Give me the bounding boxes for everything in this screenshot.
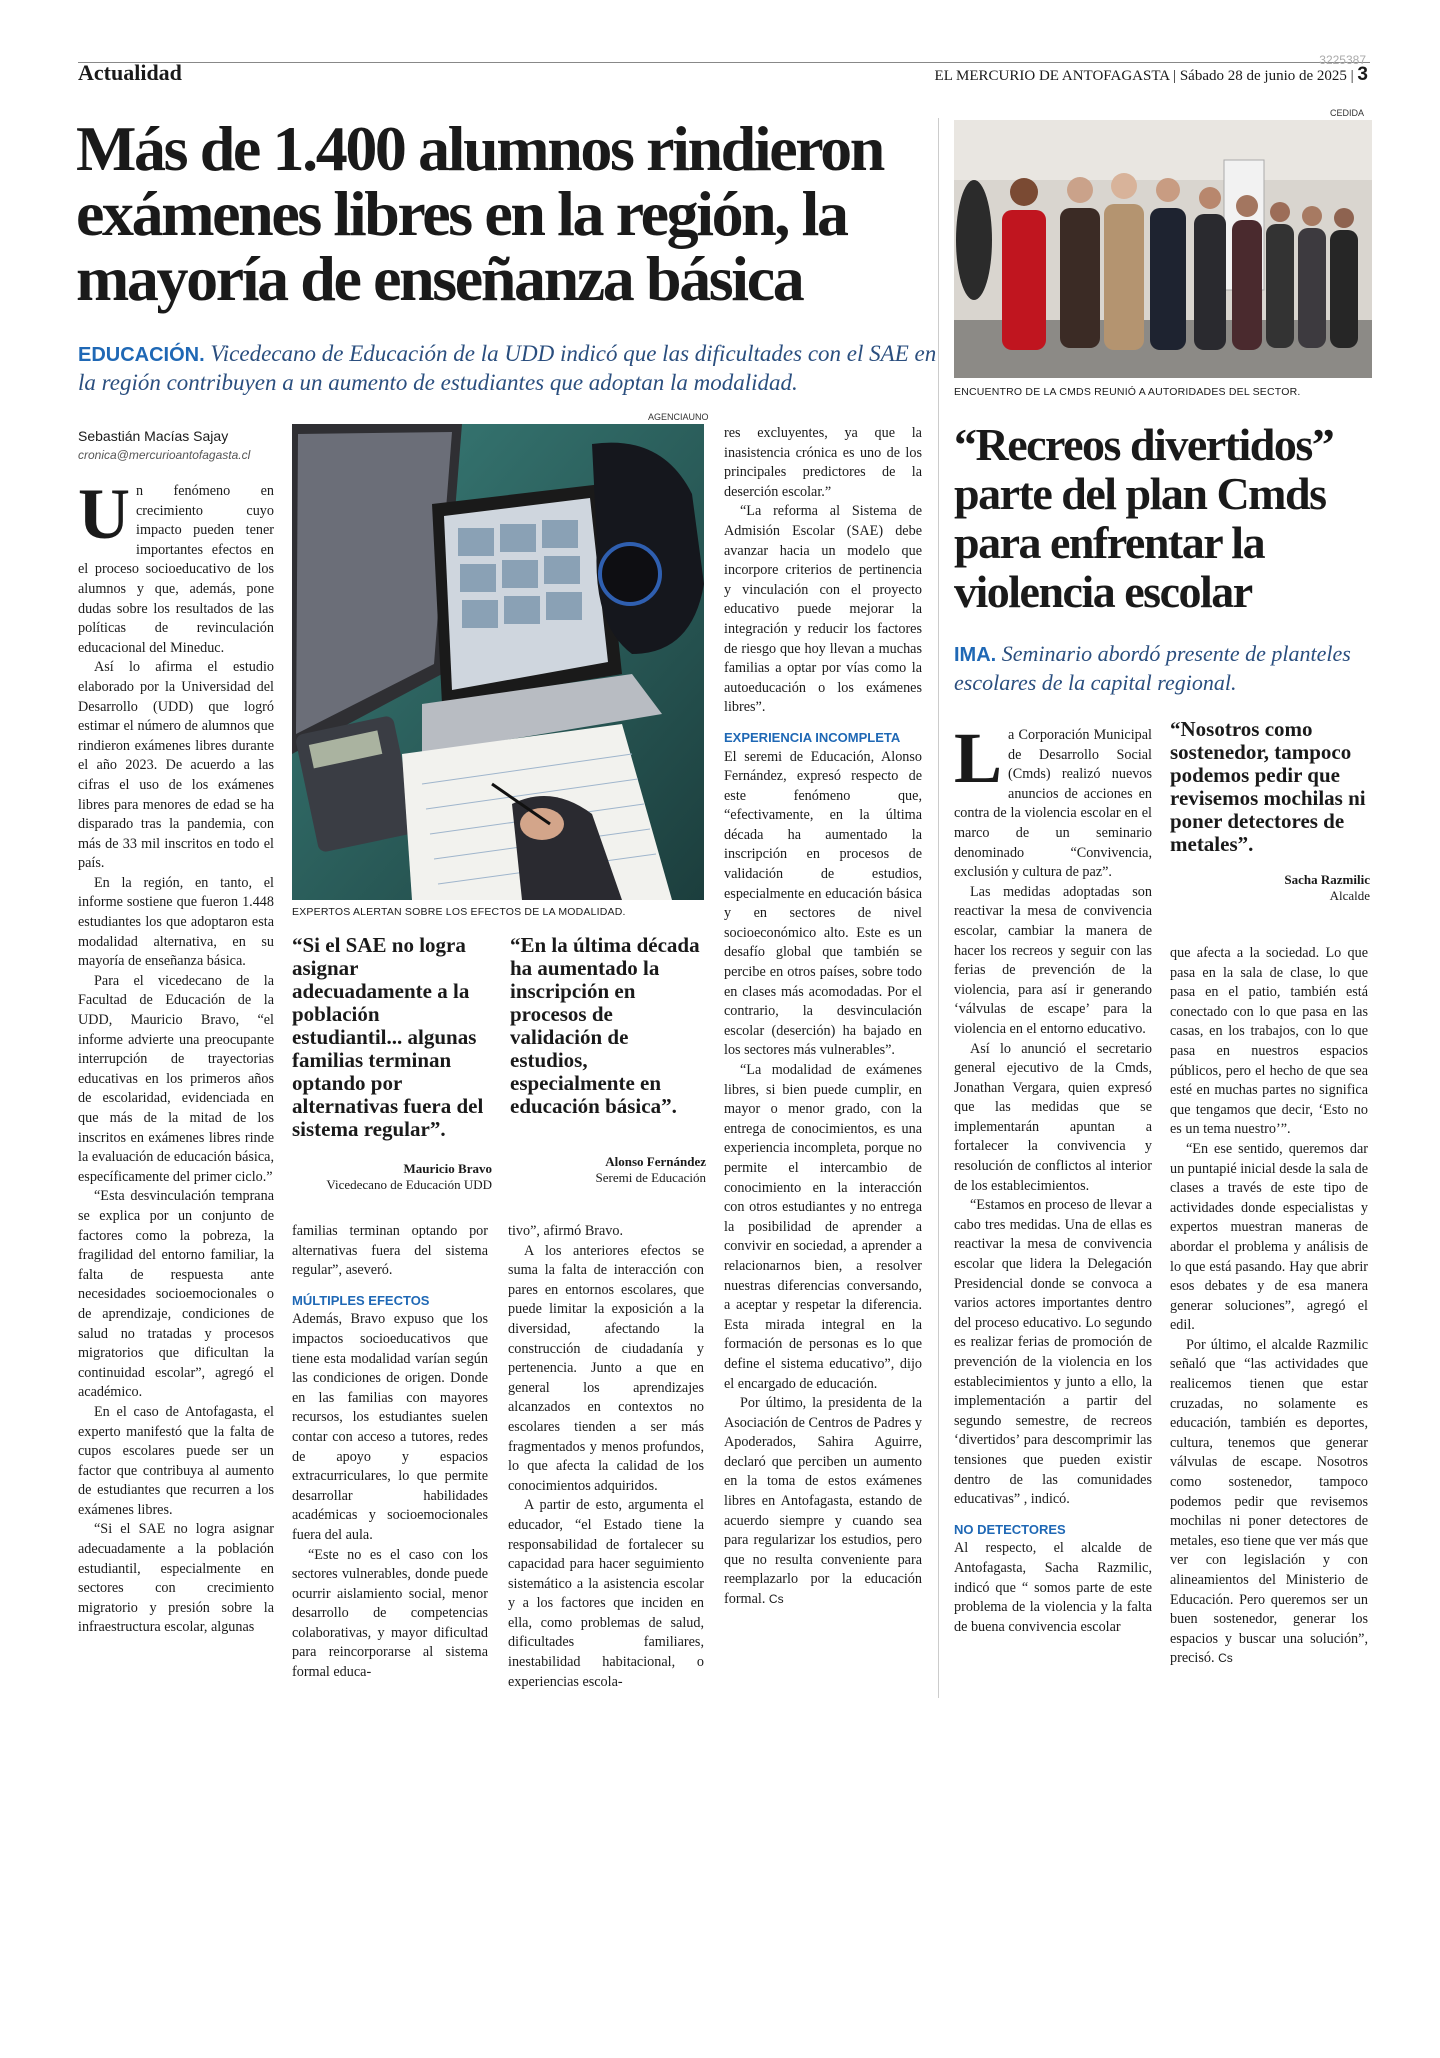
- author-name: Sebastián Macías Sajay: [78, 428, 229, 444]
- drop-cap: U: [78, 482, 130, 554]
- side-deck-text: Seminario abordó presente de planteles escolares de la capital regional.: [954, 641, 1351, 695]
- paragraph: A partir de esto, argumenta el educador, “el Estado tiene la responsabilidad de fortalecer su capacidad para hacer seguimiento sistemático a la asistencia escolar y a los factores que inciden en ella, como problemas de salud, dificultades familiares, inestabilidad habitacional, o experiencias escola-: [508, 1497, 704, 1690]
- main-deck: [78, 340, 938, 397]
- side-headline: “Recreos divertidos” parte del plan Cmds para enfrentar la violencia escolar: [954, 419, 1334, 617]
- students-laptop-photo: [292, 424, 704, 900]
- paragraph: “Estamos en proceso de llevar a cabo tres medidas. Una de ellas es reactivar la mesa de convivencia escolar que lidera la Delegación Presidencial donde se convoca a varios actores importantes dentro del proceso educativo. Lo segundo es realizar ferias de promoción de prevención de la violencia en los establecimientos y junto a ello, la implementación a partir del segundo semestre, de recreos ‘divertidos’ para descomprimir las tensiones que pueden existir dentro de las comunidades educativas” , indicó.: [954, 1197, 1152, 1508]
- paragraph: que afecta a la sociedad. Lo que pasa en la sala de clase, lo que pasa en el patio, también está conectado con lo que pasa en las casas, en los trabajos, con lo que pasa en nuestros espacios públicos, pero el hecho de que sea esté en muchas partes no significa que tengamos que decir, ‘Esto no es un tema nuestro’”.: [1170, 945, 1368, 1138]
- pull-quote-fernandez: [510, 934, 706, 1186]
- quote-role: Seremi de Educación: [595, 1170, 706, 1185]
- quote-author: Mauricio Bravo: [403, 1161, 492, 1176]
- paragraph: Por último, el alcalde Razmilic señaló que “las actividades que realicemos tienen que estar cruzadas, no solamente es educación, también es deportes, cultura, tenemos que generar válvulas de escape. Nosotros como sostenedor, tampoco podemos pedir que revisemos mochilas ni poner detectores de metales, eso tiene que ver más que ver con legislación y con alineamientos del Ministerio de Educación. Pero queremos ser un buen sostenedor, generar los espacios y buscar una solución”, precisó. Cs: [1170, 1336, 1368, 1667]
- paragraph: La Corporación Municipal de Desarrollo Social (Cmds) realizó nuevos anuncios de acciones en contra de la violencia escolar en el marco de un seminario denominado “Convivencia, exclusión y cultura de paz”.: [954, 726, 1152, 881]
- seminar-photo: [954, 120, 1372, 378]
- paragraph: En el caso de Antofagasta, el experto manifestó que la falta de cupos escolares puede ser un factor que contribuya al aumento de estudiantes que recurren a los exámenes libres.: [78, 1403, 274, 1518]
- main-column-4: [724, 424, 922, 1704]
- paragraph: tivo”, afirmó Bravo.: [508, 1223, 624, 1239]
- masthead: EL MERCURIO DE ANTOFAGASTA | Sábado 28 de junio de 2025 | 3: [934, 64, 1368, 85]
- side-column-2: [1170, 944, 1368, 1704]
- paragraph: Así lo anunció el secretario general ejecutivo de la Cmds, Jonathan Vergara, quien expresó que las medidas que se implementarán apuntan a fortalecer la convivencia y resolución de conflictos al interior de los establecimientos.: [954, 1040, 1152, 1194]
- quote-author: Sacha Razmilic: [1284, 872, 1370, 887]
- quote-text: “Si el SAE no logra asignar adecuadamente a la población estudiantil... algunas familias terminan optando por alternativas fuera del sistema regular”.: [292, 933, 484, 1141]
- pull-quote-razmilic: [1170, 718, 1370, 904]
- subheading: NO DETECTORES: [954, 1521, 1066, 1537]
- paragraph: El seremi de Educación, Alonso Fernández, expresó respecto de este fenómeno que, “efectivamente, en la última década ha aumentado la inscripción en procesos de validación de estudios, especialmente en educación básica y en sectores de nivel socioeconómico alto. Este es un desafío global que también se percibe en otros países, sobre todo en clases más acomodadas. Por el contrario, la desvinculación escolar (deserción) ha bajado en los sectores más vulnerables”.: [724, 748, 922, 1059]
- paragraph: Para el vicedecano de la Facultad de Educación de la UDD, Mauricio Bravo, “el informe advierte una preocupante interrupción de trayectorias educativas en los primeros años de escolaridad, evidenciada en que más de la mitad de los inscritos en exámenes libres rinde la evaluación de educación básica, específicamente del primer ciclo.”: [78, 972, 274, 1185]
- subheading: MÚLTIPLES EFECTOS: [292, 1292, 430, 1308]
- column-divider: [938, 118, 939, 1698]
- paragraph: “La modalidad de exámenes libres, si bien puede cumplir, en mayor o menor grado, con la entrega de conocimientos, es una experiencia incompleta, porque no permite el intercambio de conocimiento en la interacción con otros estudiantes y no entrega la posibilidad de aprender a convivir en sociedad, a aprender a relacionarnos bien, a resolver nuestras diferencias conversando, a aceptar y respetar la diferencia. Esta mirada integral en la formación de personas es lo que define el sistema educativo”, dijo el encargado de educación.: [724, 1062, 922, 1392]
- paragraph: Un fenómeno en crecimiento cuyo impacto pueden tener importantes efectos en el proceso socioeducativo de los alumnos y que, además, pone dudas sobre los resultados de las políticas de revinculación educacional del Mineduc.: [78, 482, 274, 656]
- main-deck-text: Vicedecano de Educación de la UDD indicó que las dificultades con el SAE en la región contribuyen a un aumento de estudiantes que adoptan la modalidad.: [78, 341, 937, 395]
- paragraph: Además, Bravo expuso que los impactos socioeducativos que tiene esta modalidad varían según las condiciones de origen. Donde en las familias con mayores recursos, los estudiantes suelen contar con acceso a tutores, redes de apoyo y espacios extracurriculares, lo que permite desarrollar habilidades académicas y socioemocionales fuera del aula.: [292, 1311, 488, 1543]
- paragraph: Las medidas adoptadas son reactivar la mesa de convivencia escolar, cambiar la manera de hacer los recreos y seguir con las ferias de prevención de la violencia, para así ir generando ‘válvulas de escape’ para la violencia en el entorno educativo.: [954, 883, 1152, 1037]
- drop-cap: L: [954, 726, 1003, 798]
- side-deck: [954, 640, 1374, 697]
- quote-text: “Nosotros como sostenedor, tampoco podemos pedir que revisemos mochilas ni poner detectores de metales”.: [1170, 717, 1366, 856]
- main-column-1: [78, 482, 274, 1704]
- quote-role: Alcalde: [1329, 888, 1370, 903]
- section-label: Actualidad: [78, 60, 182, 85]
- end-mark: Cs: [768, 1592, 784, 1607]
- main-photo-caption: EXPERTOS ALERTAN SOBRE LOS EFECTOS DE LA MODALIDAD.: [292, 906, 626, 918]
- paragraph: Así lo afirma el estudio elaborado por la Universidad del Desarrollo (UDD) que logró estimar el número de alumnos que rindieron exámenes libres durante el año 2023. De acuerdo a las cifras el uso de los exámenes libres para menores de edad se ha disparado tras la pandemia, con más de 33 mil inscritos en todo el país.: [78, 659, 274, 872]
- author-email[interactable]: cronica@mercurioantofagasta.cl: [78, 448, 251, 462]
- paragraph: En la región, en tanto, el informe sostiene que fueron 1.448 estudiantes los que adoptaron esta modalidad alternativa, en su mayoría de enseñanza básica.: [78, 874, 274, 970]
- publication-name: EL MERCURIO DE ANTOFAGASTA: [934, 68, 1170, 84]
- side-kicker: IMA.: [954, 644, 997, 666]
- main-column-3: [508, 1222, 704, 1704]
- quote-author: Alonso Fernández: [605, 1154, 706, 1169]
- paragraph: res excluyentes, ya que la inasistencia crónica es uno de los principales predictores de la deserción escolar.”: [724, 425, 922, 500]
- main-kicker: EDUCACIÓN.: [78, 344, 205, 366]
- paragraph: Por último, la presidenta de la Asociación de Centros de Padres y Apoderados, Sahira Aguirre, declaró que perciben un aumento en la toma de estos exámenes libres en Antofagasta, estando de acuerdo siempre y cuando sea para regularizar los estudios, pero que no resulta conveniente para reemplazarlo por la educación formal. Cs: [724, 1395, 922, 1608]
- quote-text: “En la última década ha aumentado la inscripción en procesos de validación de estudios, especialmente en educación básica”.: [510, 933, 700, 1118]
- paragraph: “En ese sentido, queremos dar un puntapié inicial desde la sala de clases a través de este tipo de actividades donde especialistas y expertos muestran maneras de abordar el problema y análisis de lo que está pasando. Hay que abrir esos debates y de esa manera generar soluciones”, agregó el edil.: [1170, 1140, 1368, 1334]
- side-column-1: [954, 726, 1152, 1704]
- pull-quote-bravo: [292, 934, 492, 1193]
- side-photo-caption: ENCUENTRO DE LA CMDS REUNIÓ A AUTORIDADES DEL SECTOR.: [954, 386, 1301, 398]
- end-mark: Cs: [1218, 1651, 1233, 1666]
- main-column-2: [292, 1222, 488, 1704]
- side-photo-credit: CEDIDA: [1330, 108, 1365, 118]
- paragraph: familias terminan optando por alternativas fuera del sistema regular”, aseveró.: [292, 1223, 488, 1279]
- paragraph: “Si el SAE no logra asignar adecuadamente a la población estudiantil, especialmente en sectores con crecimiento migratorio y presión sobre la infraestructura escolar, algunas: [78, 1521, 274, 1636]
- subheading: EXPERIENCIA INCOMPLETA: [724, 729, 901, 745]
- id-mark: 3225387: [1319, 53, 1366, 67]
- issue-date: Sábado 28 de junio de 2025: [1179, 68, 1347, 84]
- page-number: 3: [1357, 64, 1368, 85]
- quote-role: Vicedecano de Educación UDD: [326, 1177, 492, 1192]
- paragraph: “Esta desvinculación temprana se explica por un conjunto de factores como la pobreza, la fragilidad del entorno familiar, la falta de respuesta ante necesidades socioemocionales o de aprendizaje, condiciones de salud no tratadas y procesos migratorios que dificultan la continuidad escolar”, agregó el académico.: [78, 1188, 274, 1401]
- main-headline: Más de 1.400 alumnos rindieron exámenes libres en la región, la mayoría de enseñanza básica: [76, 113, 883, 314]
- paragraph: A los anteriores efectos se suma la falta de interacción con pares en entornos escolares, que puede limitar la exposición a la diversidad, afectando la construcción de ciudadanía y pertenencia. Junto a que en general los aprendizajes alcanzados en contextos no escolares tienden a ser más fragmentados y menos profundos, lo que afecta la calidad de los conocimientos adquiridos.: [508, 1242, 704, 1494]
- paragraph: Al respecto, el alcalde de Antofagasta, Sacha Razmilic, indicó que “ somos parte de este problema de la violencia y la falta de buena convivencia escolar: [954, 1540, 1152, 1635]
- top-rule: [78, 62, 1370, 63]
- photo-credit: AGENCIAUNO: [648, 412, 709, 422]
- paragraph: “La reforma al Sistema de Admisión Escolar (SAE) debe avanzar hacia un modelo que incorpore criterios de pertinencia y vinculación con el proyecto educativo puede mejorar la integración y reducir los factores de riesgo que hoy llevan a muchas familias a optar por vías como la autoeducación o los exámenes libres”.: [724, 503, 922, 716]
- paragraph: “Este no es el caso con los sectores vulnerables, donde puede ocurrir aislamiento social, menor desarrollo de competencias colaborativas, y mayor dificultad para reincorporarse al sistema formal educa-: [292, 1546, 488, 1681]
